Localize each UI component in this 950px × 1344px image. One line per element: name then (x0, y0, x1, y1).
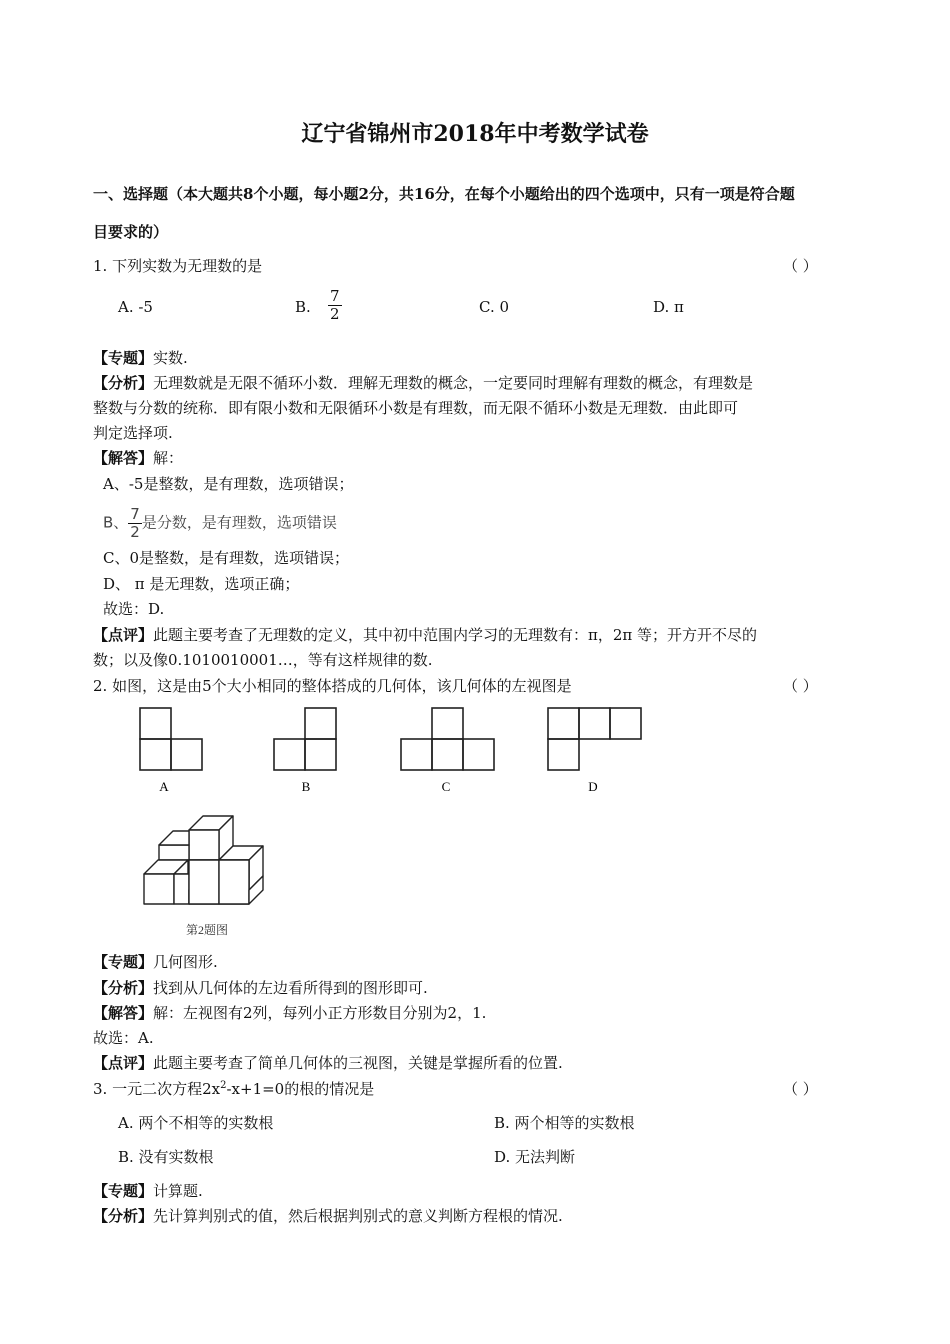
q1-choice: 故选：D. (103, 600, 165, 618)
topic-text: 几何图形. (153, 953, 218, 971)
q2-analysis (93, 977, 428, 998)
q1-option-b-label: B. (295, 298, 311, 316)
q1-answer-paren: （ ） (783, 257, 818, 275)
analysis-text: 找到从几何体的左边看所得到的图形即可. (153, 979, 428, 997)
q1-answer (93, 447, 183, 468)
answer-text: 解： (153, 449, 184, 467)
q1-option-d: D. π (653, 298, 684, 316)
q3-option-b: B. 两个相等的实数根 (494, 1114, 635, 1132)
analysis-tag: 【分析】 (93, 1207, 154, 1225)
comment-text: 此题主要考查了简单几何体的三视图，关键是掌握所看的位置. (153, 1054, 563, 1072)
answer-text: 解：左视图有2列，每列小正方形数目分别为2，1. (153, 1004, 487, 1022)
section-heading-line1: 一、选择题（本大题共8个小题，每小题2分，共16分，在每个小题给出的四个选项中，只有一项是符合题 (93, 185, 795, 203)
figure-d-view (548, 708, 641, 770)
q1-option-b-fraction (328, 288, 342, 322)
fraction-numerator: 7 (330, 287, 340, 305)
q3-topic (93, 1180, 203, 1201)
analysis-text: 先计算判别式的值，然后根据判别式的意义判断方程根的情况. (153, 1207, 563, 1225)
q1-analysis-line2: 整数与分数的统称．即有限小数和无限循环小数是有理数，而无限不循环小数是无理数．由此即可 (93, 399, 739, 417)
stem-superscript: 2 (220, 1080, 227, 1091)
figure-label-a: A (159, 779, 169, 794)
q3-answer-paren: （ ） (783, 1080, 818, 1098)
q1-solution-c: C、0是整数，是有理数，选项错误； (103, 549, 350, 567)
q1-stem: 1. 下列实数为无理数的是 (93, 257, 263, 275)
analysis-tag: 【分析】 (93, 979, 154, 997)
q2-answer (93, 1002, 486, 1023)
topic-text: 计算题. (153, 1182, 203, 1200)
comment-tag: 【点评】 (93, 626, 154, 644)
q3-option-d: D. 无法判断 (494, 1148, 576, 1166)
q1-solution-a: A、-5是整数，是有理数，选项错误； (103, 475, 354, 493)
answer-tag: 【解答】 (93, 1004, 154, 1022)
q3-option-c: B. 没有实数根 (118, 1148, 214, 1166)
figure-c-view (401, 708, 494, 770)
fraction-numerator: 7 (130, 505, 140, 523)
fraction-denominator: 2 (130, 522, 140, 541)
q1-solution-b (103, 506, 337, 540)
stem-pre: 3. 一元二次方程2x (93, 1080, 221, 1098)
page-title: 辽宁省锦州市2018年中考数学试卷 (301, 121, 649, 147)
figure-a-view (140, 708, 202, 770)
q2-option-figures (130, 700, 660, 800)
solution-b-text: 是分数，是有理数，选项错误 (141, 513, 337, 532)
topic-tag: 【专题】 (93, 349, 154, 367)
analysis-text: 无理数就是无限不循环小数．理解无理数的概念，一定要同时理解有理数的概念，有理数是 (153, 374, 754, 392)
figure-label-b: B (301, 779, 311, 794)
solution-b-prefix: B、 (103, 513, 129, 532)
comment-tag: 【点评】 (93, 1054, 154, 1072)
q2-answer-paren: （ ） (783, 677, 818, 695)
fraction-denominator: 2 (330, 304, 340, 323)
comment-text: 此题主要考查了无理数的定义，其中初中范围内学习的无理数有：π，2π 等；开方开不尽的 (153, 626, 758, 644)
topic-tag: 【专题】 (93, 1182, 154, 1200)
analysis-tag: 【分析】 (93, 374, 154, 392)
q2-topic (93, 951, 218, 972)
figure-b-view (274, 708, 336, 770)
q1-topic (93, 347, 188, 368)
figure-label-c: C (441, 779, 451, 794)
q3-stem (93, 1078, 374, 1099)
q1-solution-d: D、 π 是无理数，选项正确； (103, 575, 300, 593)
q1-analysis-line3: 判定选择项. (93, 424, 173, 442)
q3-analysis (93, 1205, 563, 1226)
q2-solid-figure (130, 808, 290, 943)
q2-comment (93, 1052, 563, 1073)
stem-post: -x+1=0的根的情况是 (226, 1080, 375, 1098)
section-heading-line2: 目要求的） (93, 223, 169, 241)
figure-caption: 第2题图 (185, 923, 229, 937)
q2-stem: 2. 如图，这是由5个大小相同的整体搭成的几何体，该几何体的左视图是 (93, 677, 572, 695)
q1-option-a: A. -5 (118, 298, 153, 316)
answer-tag: 【解答】 (93, 449, 154, 467)
q1-comment-line2: 数；以及像0.1010010001…，等有这样规律的数. (93, 651, 433, 669)
q3-option-a: A. 两个不相等的实数根 (118, 1114, 274, 1132)
q2-choice: 故选：A. (93, 1029, 154, 1047)
topic-tag: 【专题】 (93, 953, 154, 971)
topic-text: 实数. (153, 349, 188, 367)
figure-label-d: D (588, 779, 598, 794)
q1-option-c: C. 0 (479, 298, 510, 316)
q1-comment-line1 (93, 624, 757, 645)
q1-analysis-line1 (93, 372, 753, 393)
